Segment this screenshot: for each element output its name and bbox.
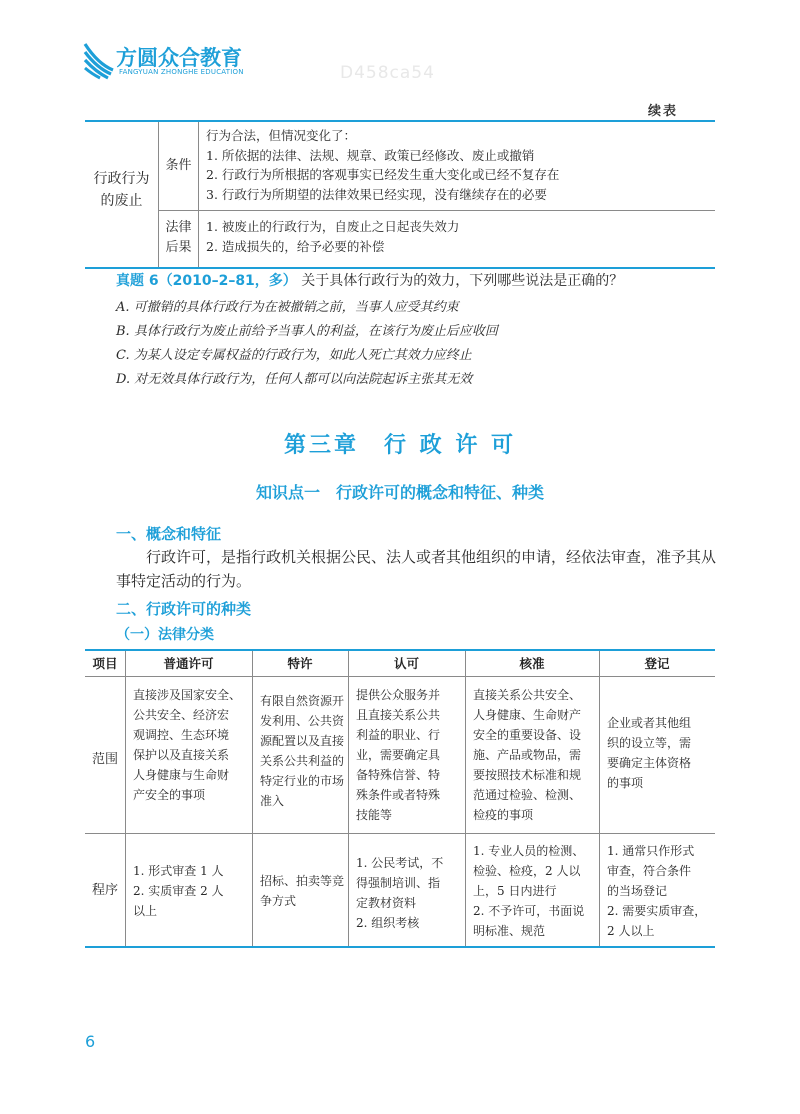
license-types-table <box>85 649 715 949</box>
brand-name: 方圆众合教育 <box>116 46 242 70</box>
row-heading-line: 的废止 <box>100 193 143 209</box>
result-label <box>159 218 198 258</box>
cell-line: 人身健康与生命财 <box>133 768 230 782</box>
result-label-line: 法律 <box>165 220 192 235</box>
subsection-heading: （一）法律分类 <box>116 627 214 643</box>
paragraph-line: 行政许可，是指行政机关根据公民、法人或者其他组织的申请，经依法审查，准予其从 <box>116 548 717 566</box>
cell-line: 关系公共利益的 <box>260 754 345 768</box>
cell-line: 要按照技术标准和规 <box>473 768 582 782</box>
cell-line: 直接关系公共安全、 <box>473 688 582 702</box>
cell-line: 审查，符合条件 <box>607 864 692 878</box>
cell-line: 且直接关系公共 <box>356 708 441 722</box>
result-line: 2. 造成损失的，给予必要的补偿 <box>206 238 385 254</box>
cell-line: 公共安全、经济宏 <box>133 708 230 722</box>
brand-subtitle: FANGYUAN ZHONGHE EDUCATION <box>119 68 244 76</box>
table-cell <box>260 691 344 811</box>
column-header: 项目 <box>92 656 118 671</box>
cell-line: 施、产品或物品，需 <box>473 748 582 762</box>
table-top-rule <box>85 649 715 651</box>
result-line: 1. 被废止的行政行为，自废止之日起丧失效力 <box>206 219 460 234</box>
cell-line: 保护以及直接关系 <box>133 748 230 762</box>
watermark: D458ca54 <box>340 63 435 83</box>
table-divider <box>85 676 715 677</box>
cell-line: 业，需要确定具 <box>356 748 441 762</box>
cell-line: 检验、检疫，2 人以 <box>473 864 581 878</box>
condition-line: 2. 行政行为所根据的客观事实已经发生重大变化或已经不复存在 <box>206 167 560 182</box>
cell-line: 2. 组织考核 <box>356 916 420 930</box>
table-divider <box>125 651 126 946</box>
cell-line: 利益的职业、行 <box>356 728 441 742</box>
section-heading: 一、概念和特征 <box>116 525 222 543</box>
option-a: A. 可撤销的具体行政行为在被撤销之前，当事人应受其约束 <box>116 300 459 315</box>
cell-line: 招标、拍卖等竞 <box>260 874 345 888</box>
cell-line: 争方式 <box>260 894 297 908</box>
cell-line: 直接涉及国家安全、 <box>133 688 242 702</box>
option-d: D. 对无效具体行政行为，任何人都可以向法院起诉主张其无效 <box>116 372 473 387</box>
column-header: 普通许可 <box>163 656 214 671</box>
table-bottom-rule <box>85 946 715 948</box>
cell-line: 定教材资料 <box>356 896 417 910</box>
table-cell <box>133 685 241 805</box>
cell-line: 2 人以上 <box>607 924 655 938</box>
cell-line: 发利用、公共资 <box>260 714 345 728</box>
cell-line: 殊条件或者特殊 <box>356 788 441 802</box>
table-divider <box>599 651 600 946</box>
table-divider <box>465 651 466 946</box>
row-heading <box>85 168 158 212</box>
table-cell <box>607 713 691 793</box>
cell-line: 备特殊信誉、特 <box>356 768 441 782</box>
question-tag: 真题 6（2010–2–81，多） <box>116 273 297 289</box>
option-c: C. 为某人设定专属权益的行政行为，如此人死亡其效力应终止 <box>116 348 472 363</box>
cell-line: 人身健康、生命财产 <box>473 708 582 722</box>
table-divider <box>158 210 715 211</box>
cell-line: 产安全的事项 <box>133 788 206 802</box>
paragraph-line: 事特定活动的行为。 <box>116 572 252 590</box>
table-divider <box>85 833 715 834</box>
exam-question <box>116 271 623 291</box>
table-cell <box>260 871 344 911</box>
table-cell <box>356 853 443 933</box>
cell-line: 上，5 日内进行 <box>473 884 557 898</box>
cell-line: 要确定主体资格 <box>607 756 692 770</box>
cell-line: 技能等 <box>356 808 393 822</box>
cell-line: 安全的重要设备、设 <box>473 728 582 742</box>
condition-line: 3. 行政行为所期望的法律效果已经实现，没有继续存在的必要 <box>206 186 547 202</box>
question-text: 关于具体行政行为的效力，下列哪些说法是正确的？ <box>301 273 624 289</box>
chapter-title: 第三章 行 政 许 可 <box>284 433 516 458</box>
cell-line: 的当场登记 <box>607 884 668 898</box>
page-number: 6 <box>85 1032 96 1051</box>
condition-line: 1. 所依据的法律、法规、规章、政策已经修改、废止或撤销 <box>206 147 535 163</box>
table-cell <box>607 841 706 941</box>
cell-line: 特定行业的市场 <box>260 774 345 788</box>
revocation-table <box>85 122 715 269</box>
cell-line: 1. 形式审查 1 人 <box>133 864 224 878</box>
table-divider <box>198 122 199 269</box>
column-header: 核准 <box>519 656 545 671</box>
row-label: 范围 <box>91 752 118 767</box>
cell-line: 得强制培训、指 <box>356 876 441 890</box>
cell-line: 准入 <box>260 794 285 808</box>
column-header: 认可 <box>393 656 419 671</box>
section-heading: 二、行政许可的种类 <box>116 600 252 618</box>
table-cell <box>473 841 584 941</box>
cell-line: 1. 公民考试，不 <box>356 856 444 870</box>
row-heading-line: 行政行为 <box>93 171 150 187</box>
cell-line: 织的设立等，需 <box>607 736 692 750</box>
cell-line: 2. 需要实质审查， <box>607 904 707 918</box>
column-header: 特许 <box>287 656 313 671</box>
cell-line: 有限自然资源开 <box>260 694 345 708</box>
result-label-line: 后果 <box>165 240 192 255</box>
cell-line: 范通过检验、检测、 <box>473 788 582 802</box>
cell-line: 2. 实质审查 2 人 <box>133 884 224 898</box>
cell-line: 的事项 <box>607 776 644 790</box>
cell-line: 以上 <box>133 904 158 918</box>
row-label: 程序 <box>91 883 118 898</box>
table-bottom-rule <box>85 267 715 269</box>
cell-line: 观调控、生态环境 <box>133 728 230 742</box>
continued-label: 续表 <box>648 104 679 119</box>
cell-line: 企业或者其他组 <box>607 716 692 730</box>
option-b: B. 具体行政行为废止前给予当事人的利益，在该行为废止后应收回 <box>116 324 498 339</box>
cell-line: 源配置以及直接 <box>260 734 345 748</box>
logo-wave-icon <box>82 40 116 80</box>
condition-label: 条件 <box>165 158 192 173</box>
condition-line: 行为合法，但情况变化了： <box>206 128 357 143</box>
column-header: 登记 <box>644 656 670 671</box>
cell-line: 1. 通常只作形式 <box>607 844 695 858</box>
condition-content <box>206 126 559 204</box>
table-cell <box>133 861 224 921</box>
definition-paragraph <box>116 545 716 593</box>
cell-line: 提供公众服务并 <box>356 688 441 702</box>
table-cell <box>473 685 581 825</box>
result-content <box>206 217 459 256</box>
table-divider <box>252 651 253 946</box>
table-cell <box>356 685 440 825</box>
cell-line: 明标准、规范 <box>473 924 546 938</box>
table-divider <box>348 651 349 946</box>
cell-line: 1. 专业人员的检测、 <box>473 844 585 858</box>
brand-logo <box>82 38 244 84</box>
knowledge-point-title: 知识点一 行政许可的概念和特征、种类 <box>255 483 544 502</box>
cell-line: 检疫的事项 <box>473 808 534 822</box>
cell-line: 2. 不予许可，书面说 <box>473 904 585 918</box>
